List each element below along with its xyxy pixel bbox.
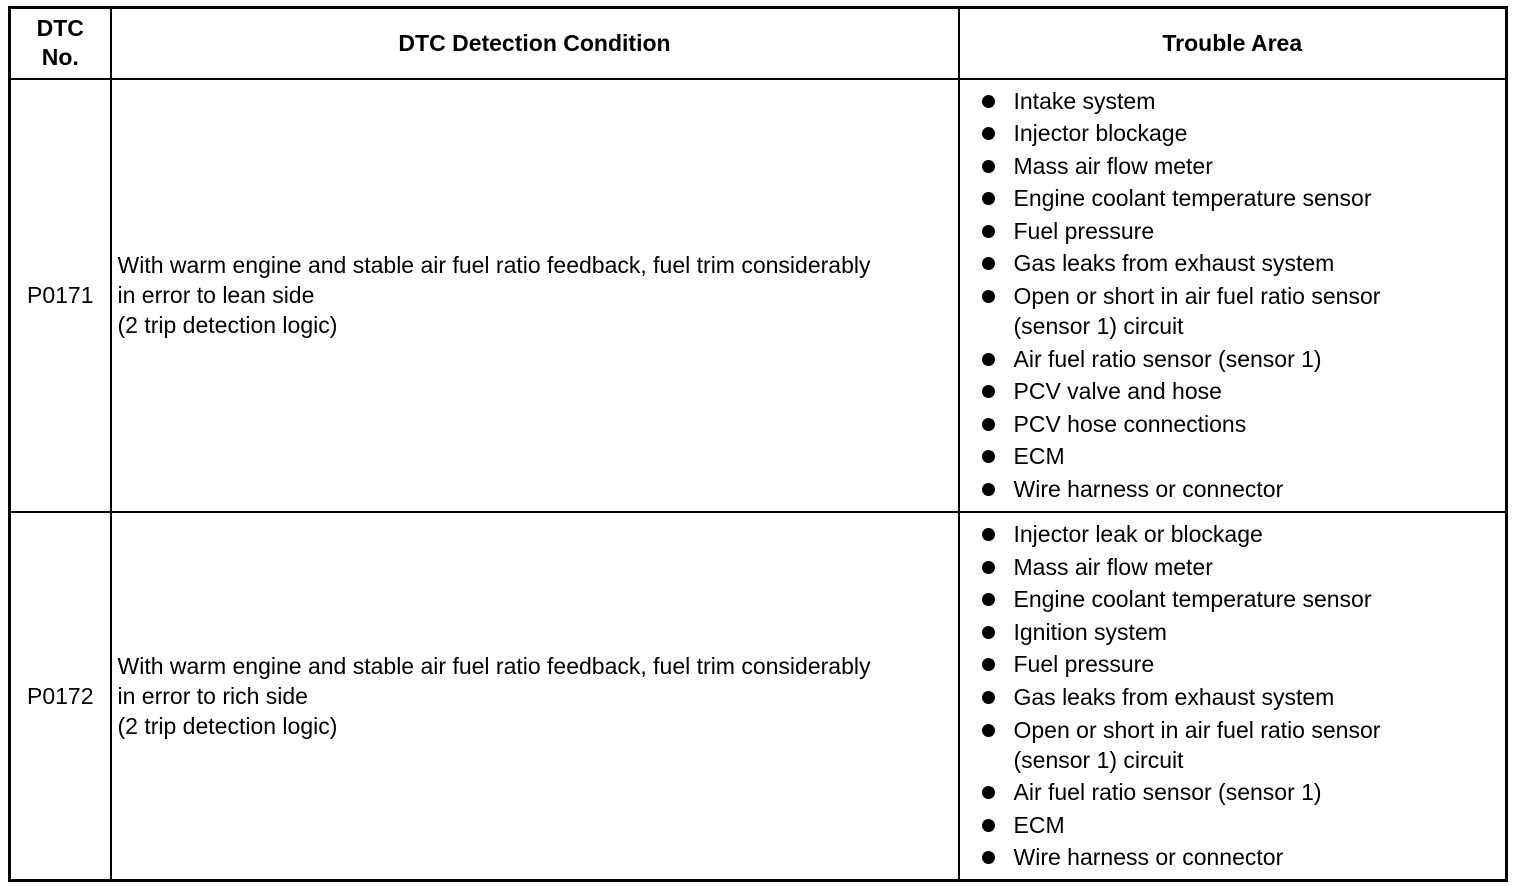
bullet-icon [982, 786, 995, 799]
trouble-area-text: Engine coolant temperature sensor [1013, 185, 1372, 212]
detection-condition-cell [111, 512, 959, 880]
condition-line: in error to lean side [117, 282, 315, 309]
trouble-area-item [982, 409, 1506, 439]
bullet-icon [982, 626, 995, 639]
trouble-area-item [982, 682, 1506, 712]
trouble-area-item [982, 552, 1506, 582]
trouble-area-text: Air fuel ratio sensor (sensor 1) [1013, 345, 1322, 372]
bullet-icon [982, 127, 995, 140]
condition-line: in error to rich side [117, 683, 308, 710]
bullet-icon [982, 257, 995, 270]
trouble-area-item [982, 519, 1506, 549]
header-detection-condition: DTC Detection Condition [111, 8, 959, 79]
header-dtc-line1: DTC [36, 15, 84, 42]
trouble-area-item [982, 441, 1506, 471]
trouble-area-cell [959, 79, 1507, 513]
condition-line: (2 trip detection logic) [117, 713, 338, 740]
bullet-icon [982, 160, 995, 173]
trouble-area-text: Wire harness or connector [1013, 844, 1284, 871]
header-dtc-no [10, 8, 111, 79]
bullet-icon [982, 353, 995, 366]
trouble-area-item [982, 649, 1506, 679]
bullet-icon [982, 724, 995, 737]
trouble-area-text: Mass air flow meter [1013, 152, 1213, 179]
header-trouble-area: Trouble Area [959, 8, 1507, 79]
bullet-icon [982, 225, 995, 238]
trouble-area-text: Fuel pressure [1013, 651, 1155, 678]
bullet-icon [982, 483, 995, 496]
trouble-area-cell [959, 512, 1507, 880]
bullet-icon [982, 593, 995, 606]
condition-line: With warm engine and stable air fuel ratio feedback, fuel trim considerably [117, 653, 871, 680]
table-row [10, 512, 1507, 880]
trouble-area-text: ECM [1013, 443, 1065, 470]
trouble-area-text: Open or short in air fuel ratio sensor (sensor 1) circuit [1013, 716, 1381, 773]
trouble-area-item [982, 617, 1506, 647]
bullet-icon [982, 418, 995, 431]
condition-line: With warm engine and stable air fuel ratio feedback, fuel trim considerably [117, 252, 871, 279]
trouble-area-text: Air fuel ratio sensor (sensor 1) [1013, 779, 1322, 806]
trouble-area-text: ECM [1013, 811, 1065, 838]
trouble-area-item [982, 584, 1506, 614]
bullet-icon [982, 691, 995, 704]
trouble-area-item [982, 216, 1506, 246]
bullet-icon [982, 290, 995, 303]
trouble-area-text: Injector leak or blockage [1013, 521, 1263, 548]
trouble-area-text: PCV hose connections [1013, 410, 1247, 437]
condition-line: (2 trip detection logic) [117, 312, 338, 339]
dtc-code-cell: P0172 [10, 512, 111, 880]
trouble-area-item [982, 86, 1506, 116]
header-row [10, 8, 1507, 79]
trouble-area-item [982, 281, 1506, 341]
trouble-area-text: Wire harness or connector [1013, 476, 1284, 503]
trouble-area-item [982, 842, 1506, 872]
trouble-area-text: PCV valve and hose [1013, 378, 1222, 405]
bullet-icon [982, 95, 995, 108]
table-row [10, 79, 1507, 513]
dtc-table [8, 6, 1508, 882]
trouble-area-text: Ignition system [1013, 618, 1167, 645]
trouble-area-text: Fuel pressure [1013, 217, 1155, 244]
bullet-icon [982, 528, 995, 541]
trouble-area-item [982, 777, 1506, 807]
bullet-icon [982, 851, 995, 864]
trouble-area-item [982, 376, 1506, 406]
trouble-area-text: Mass air flow meter [1013, 553, 1213, 580]
trouble-area-text: Intake system [1013, 87, 1156, 114]
trouble-area-item [982, 183, 1506, 213]
trouble-area-text: Engine coolant temperature sensor [1013, 586, 1372, 613]
trouble-area-list [960, 519, 1506, 872]
dtc-code-cell: P0171 [10, 79, 111, 513]
trouble-area-item [982, 151, 1506, 181]
trouble-area-item [982, 474, 1506, 504]
trouble-area-list [960, 86, 1506, 505]
header-dtc-line2: No. [41, 44, 79, 71]
bullet-icon [982, 192, 995, 205]
trouble-area-item [982, 118, 1506, 148]
trouble-area-text: Gas leaks from exhaust system [1013, 684, 1335, 711]
trouble-area-item [982, 248, 1506, 278]
trouble-area-item [982, 344, 1506, 374]
trouble-area-item [982, 715, 1506, 775]
bullet-icon [982, 819, 995, 832]
trouble-area-text: Gas leaks from exhaust system [1013, 250, 1335, 277]
bullet-icon [982, 658, 995, 671]
trouble-area-text: Injector blockage [1013, 120, 1188, 147]
bullet-icon [982, 450, 995, 463]
bullet-icon [982, 561, 995, 574]
trouble-area-item [982, 810, 1506, 840]
trouble-area-text: Open or short in air fuel ratio sensor (sensor 1) circuit [1013, 283, 1381, 340]
bullet-icon [982, 385, 995, 398]
table-body [10, 79, 1507, 881]
table-header [10, 8, 1507, 79]
detection-condition-cell [111, 79, 959, 513]
